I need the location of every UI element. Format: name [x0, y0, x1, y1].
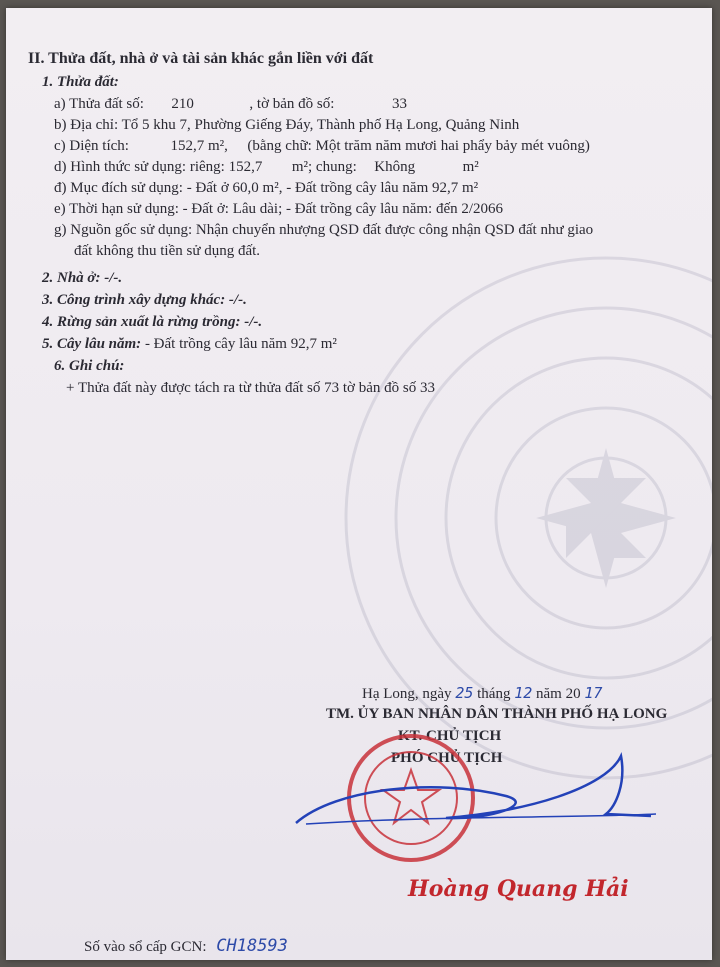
signer-name: Hoàng Quang Hải — [408, 876, 629, 902]
planted-forest-row: 4. Rừng sản xuất là rừng trồng: -/-. — [42, 314, 263, 330]
registry-value: CH18593 — [216, 936, 288, 956]
date-month: 12 — [514, 684, 533, 702]
notes-heading: 6. Ghi chú: — [54, 358, 125, 374]
usage-shared-label: m²; chung: — [291, 159, 357, 175]
perennial-row — [42, 336, 337, 353]
house-row: 2. Nhà ở: -/-. — [42, 270, 123, 286]
parcel-number: 210 — [171, 96, 194, 112]
certificate-page — [6, 8, 712, 960]
usage-private-value: 152,7 — [228, 159, 263, 175]
perennial-value: - Đất trồng cây lâu năm 92,7 m² — [144, 336, 337, 352]
section-title: II. Thửa đất, nhà ở và tài sản khác gắn liền với đất — [28, 50, 374, 67]
area-row — [54, 138, 590, 155]
area-label: c) Diện tích: — [54, 138, 129, 154]
date-day: 25 — [455, 684, 474, 702]
area-value: 152,7 m², — [170, 138, 228, 154]
on-behalf-line: KT. CHỦ TỊCH — [398, 728, 502, 744]
date-year-suffix: 17 — [584, 684, 603, 702]
notes-text: + Thửa đất này được tách ra từ thửa đất số 73 tờ bản đồ số 33 — [66, 380, 435, 396]
land-heading: 1. Thửa đất: — [42, 74, 119, 90]
perennial-label: 5. Cây lâu năm: — [42, 336, 142, 352]
area-words: (bằng chữ: Một trăm năm mươi hai phẩy bảy mét vuông) — [247, 138, 590, 154]
vice-chair-line: PHÓ CHỦ TỊCH — [391, 750, 503, 766]
origin-row-cont: đất không thu tiền sử dụng đất. — [74, 243, 261, 259]
usage-form-label: d) Hình thức sử dụng: riêng: — [54, 159, 229, 175]
official-seal-and-signature — [276, 728, 706, 888]
usage-form-row — [54, 159, 479, 176]
parcel-label: a) Thửa đất số: — [54, 96, 144, 112]
map-sheet-number: 33 — [391, 96, 407, 112]
usage-shared-unit: m² — [462, 159, 479, 175]
date-line — [362, 684, 602, 703]
address-row: b) Địa chỉ: Tổ 5 khu 7, Phường Giếng Đáy, Thành phố Hạ Long, Quảng Ninh — [54, 117, 520, 133]
date-year-label: năm 20 — [536, 686, 581, 702]
term-row: e) Thời hạn sử dụng: - Đất ở: Lâu dài; - Đất trồng cây lâu năm: đến 2/2066 — [54, 201, 504, 217]
origin-row: g) Nguồn gốc sử dụng: Nhận chuyển nhượng QSD đất được công nhận QSD đất như giao — [54, 222, 594, 238]
date-place: Hạ Long, ngày — [362, 686, 456, 702]
authority-line: TM. ỦY BAN NHÂN DÂN THÀNH PHỐ HẠ LONG — [326, 706, 668, 722]
other-works-row: 3. Công trình xây dựng khác: -/-. — [42, 292, 247, 308]
parcel-number-row — [54, 96, 407, 113]
date-month-label: tháng — [477, 686, 515, 702]
registry-line — [84, 936, 288, 956]
registry-label: Số vào sổ cấp GCN: — [84, 939, 207, 955]
usage-shared-value: Không — [374, 159, 416, 175]
map-sheet-label: , tờ bản đồ số: — [249, 96, 335, 112]
official-seal-icon — [349, 736, 473, 860]
purpose-row: đ) Mục đích sử dụng: - Đất ở 60,0 m², - Đất trồng cây lâu năm 92,7 m² — [54, 180, 479, 196]
